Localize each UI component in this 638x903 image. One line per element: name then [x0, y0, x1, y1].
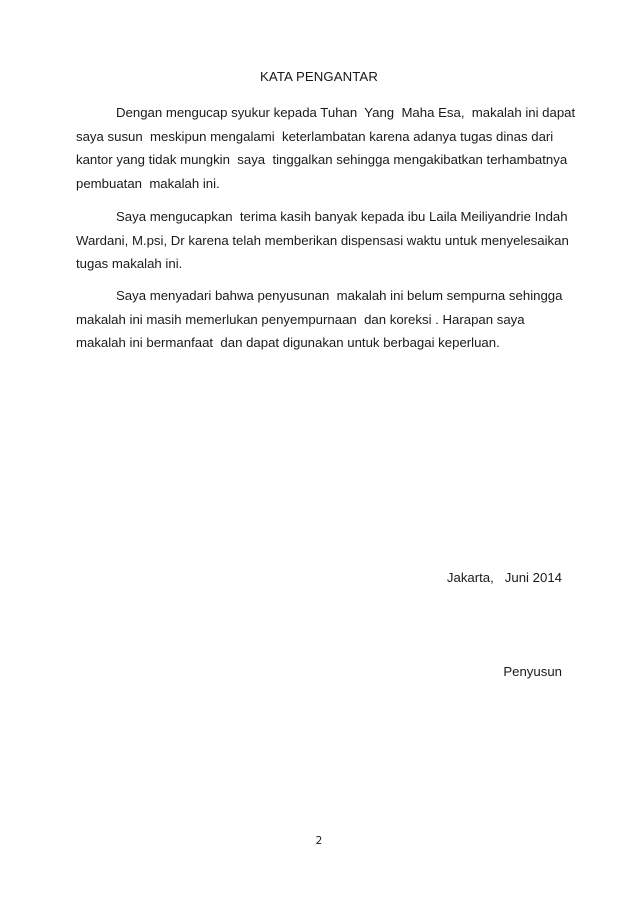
paragraph-line: kantor yang tidak mungkin saya tinggalkan sehingga mengakibatkan terhambatnya — [76, 152, 568, 168]
paragraph-line: Dengan mengucap syukur kepada Tuhan Yang Maha Esa, makalah ini dapat — [116, 105, 576, 120]
paragraph-line: saya susun meskipun mengalami keterlambatan karena adanya tugas dinas dari — [76, 128, 554, 144]
paragraph-line: makalah ini bermanfaat dan dapat digunakan untuk berbagai keperluan. — [76, 335, 500, 351]
paragraph-line: pembuatan makalah ini. — [76, 175, 220, 191]
paragraph-3 — [76, 284, 566, 355]
paragraph-line: Wardani, M.psi, Dr karena telah memberikan dispensasi waktu untuk menyelesaikan — [76, 232, 569, 248]
paragraph-1 — [76, 101, 576, 195]
place-date: Jakarta, Juni 2014 — [446, 570, 562, 585]
page-number: 2 — [315, 835, 323, 847]
paragraph-line: Saya mengucapkan terima kasih banyak kepada ibu Laila Meiliyandrie Indah — [116, 209, 568, 224]
paragraph-line: Saya menyadari bahwa penyusunan makalah ini belum sempurna sehingga — [116, 288, 563, 303]
paragraph-line: makalah ini masih memerlukan penyempurnaan dan koreksi . Harapan saya — [76, 311, 525, 327]
document-title: KATA PENGANTAR — [260, 69, 378, 84]
paragraph-line: tugas makalah ini. — [76, 256, 183, 272]
author-signature-label: Penyusun — [503, 664, 562, 679]
paragraph-2 — [76, 205, 569, 276]
